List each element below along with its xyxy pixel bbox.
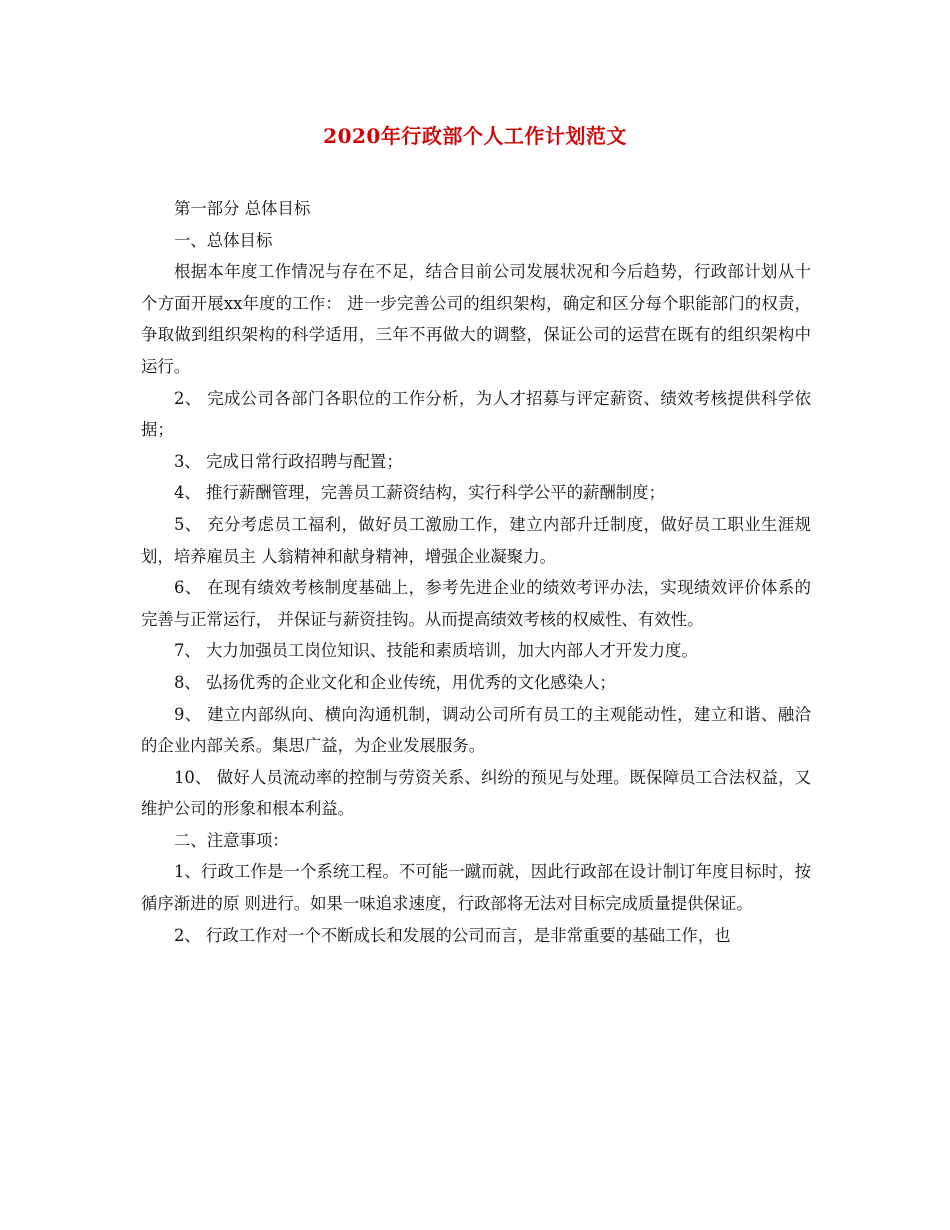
paragraph-note-1: 1、行政工作是一个系统工程。不可能一蹴而就，因此行政部在设计制订年度目标时，按循序渐进的原 则进行。如果一味追求速度，行政部将无法对目标完成质量提供保证。	[141, 862, 811, 914]
document-body	[141, 193, 811, 951]
paragraph-item-10: 10、 做好人员流动率的控制与劳资关系、纠纷的预见与处理。既保障员工合法权益，又维护公司的形象和根本利益。	[141, 767, 811, 819]
document-title: 2020年行政部个人工作计划范文	[323, 124, 627, 148]
paragraph-section-two-heading: 二、注意事项：	[174, 830, 289, 850]
paragraph-item-8: 8、 弘扬优秀的企业文化和企业传统，用优秀的文化感染人；	[174, 672, 616, 692]
paragraph-item-7: 7、 大力加强员工岗位知识、技能和素质培训，加大内部人才开发力度。	[174, 641, 698, 661]
paragraph-item-4: 4、 推行薪酬管理，完善员工薪资结构，实行科学公平的薪酬制度；	[174, 483, 665, 503]
paragraph-intro: 根据本年度工作情况与存在不足，结合目前公司发展状况和今后趋势，行政部计划从十个方面开展xx年度的工作： 进一步完善公司的组织架构，确定和区分每个职能部门的权责，争取做到组织架构的科学适用，三年不再做大的调整，保证公司的运营在既有的组织架构中运行。	[141, 262, 811, 376]
paragraph-item-5: 5、 充分考虑员工福利，做好员工激励工作，建立内部升迁制度，做好员工职业生涯规划，培养雇员主 人翁精神和献身精神，增强企业凝聚力。	[141, 514, 811, 566]
paragraph-item-9: 9、 建立内部纵向、横向沟通机制，调动公司所有员工的主观能动性，建立和谐、融洽的企业内部关系。集思广益，为企业发展服务。	[141, 704, 811, 756]
paragraph-item-3: 3、 完成日常行政招聘与配置；	[174, 451, 403, 471]
paragraph-section-one-heading: 一、总体目标	[174, 230, 273, 250]
paragraph-note-2: 2、 行政工作对一个不断成长和发展的公司而言，是非常重要的基础工作，也	[174, 925, 731, 945]
paragraph-item-2: 2、 完成公司各部门各职位的工作分析，为人才招募与评定薪资、绩效考核提供科学依据；	[141, 388, 811, 440]
paragraph-part-one-heading: 第一部分 总体目标	[174, 199, 311, 218]
paragraph-item-6: 6、 在现有绩效考核制度基础上，参考先进企业的绩效考评办法，实现绩效评价体系的完善与正常运行， 并保证与薪资挂钩。从而提高绩效考核的权威性、有效性。	[141, 578, 811, 629]
